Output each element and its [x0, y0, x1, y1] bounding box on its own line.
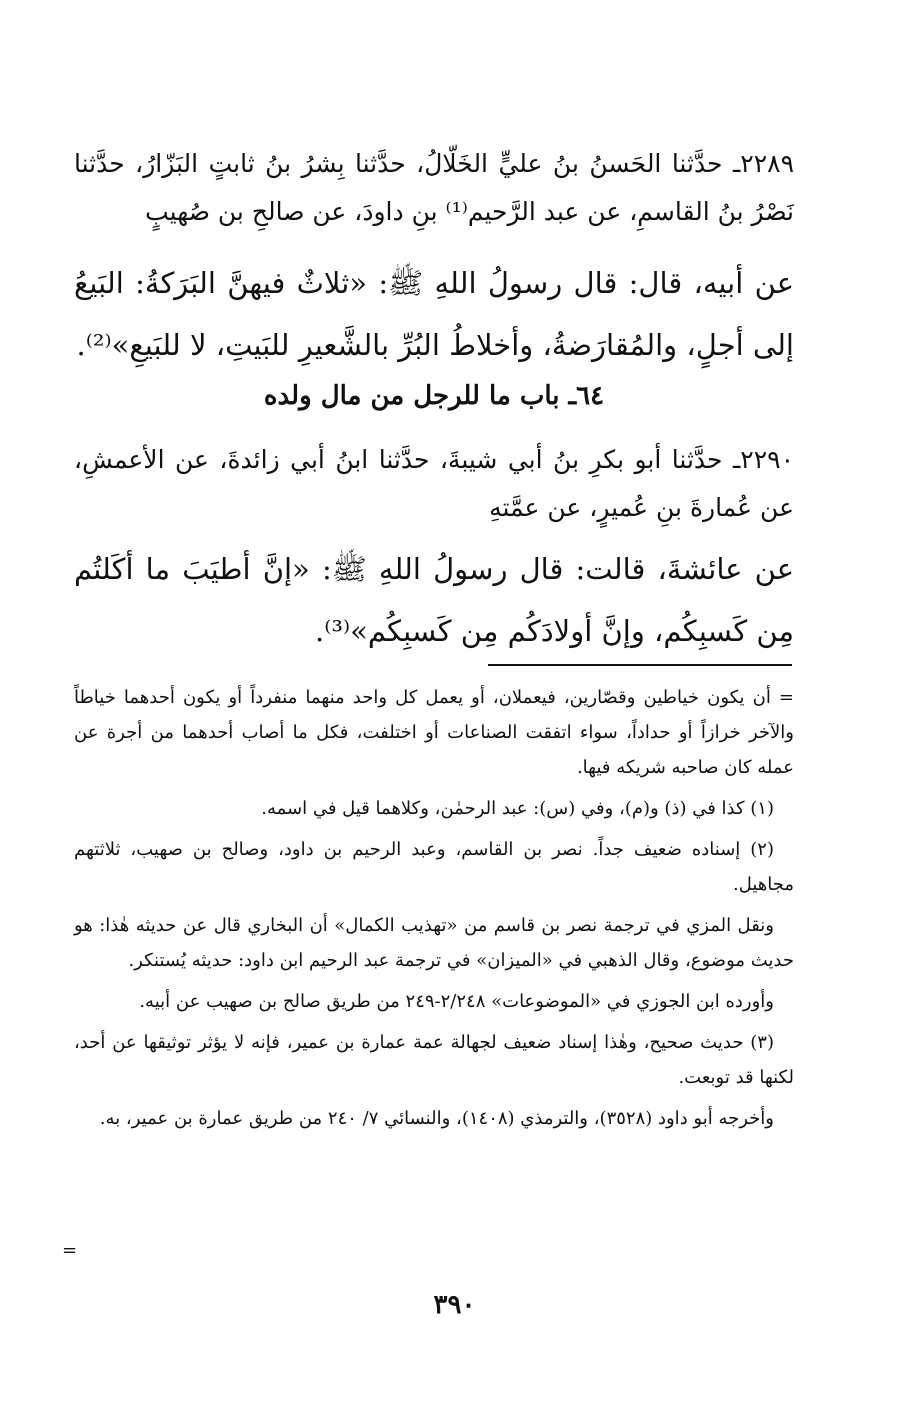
hadith-2289-matn-block [74, 252, 794, 376]
page-number: ٣٩٠ [433, 1290, 476, 1320]
chapter-heading: ٦٤ـ باب ما للرجل من مال ولده [263, 381, 605, 411]
chapter-heading-block [74, 376, 794, 416]
footnote-separator [488, 664, 792, 666]
footnote-2-source: وأورده ابن الجوزي في «الموضوعات» ٢/٢٤٨-٢٤٩ من طريق صالح بن صهيب عن أبيه. [139, 991, 774, 1012]
hadith-2290-isnad: ٢٢٩٠ـ حدَّثنا أبو بكرِ بنُ أبي شيبةَ، حدَّثنا ابنُ أبي زائدةَ، عن الأعمشِ، عن عُمارةَ بنِ عُميرٍ، عن عمَّتهِ [74, 445, 794, 522]
footnote-3: (٣) حديث صحيح، وهٰذا إسناد ضعيف لجهالة عمة عمارة بن عمير، فإنه لا يؤثر توثيقها عن أحد، لكنها قد توبعت. [74, 1032, 794, 1088]
footnotes [74, 680, 794, 1142]
hadith-2289-isnad: ٢٢٨٩ـ حدَّثنا الحَسنُ بنُ عليٍّ الخَلّالُ، حدَّثنا بِشرُ بنُ ثابتٍ البَزّارُ، حدَّثنا نَصْرُ بنُ القاسمِ، عن عبد الرَّحيم⁽¹⁾ بنِ داودَ، عن صالحِ بن صُهيبٍ [74, 149, 794, 226]
footnote-continuation: = أن يكون خياطين وقصّارين، فيعملان، أو يعمل كل واحد منهما منفرداً أو يكون أحدهما خياطاً والآخر خرازاً أو حداداً، سواء اتفقت الصناعات أو اختلفت، فكل ما أصاب أحدهما من أجرة عن عمله كان صاحبه شريكه فيها. [74, 687, 794, 778]
footnote-1: (١) كذا في (ذ) و(م)، وفي (س): عبد الرحمٰن، وكلاهما قيل في اسمه. [261, 798, 774, 819]
hadith-2290-matn-block [74, 538, 794, 662]
hadith-2289-matn: عن أبيه، قال: قال رسولُ اللهِ ﷺ: «ثلاثٌ فيهنَّ البَرَكةُ: البَيعُ إلى أجلٍ، والمُقارَضةُ، وأخلاطُ البُرِّ بالشَّعيرِ للبَيتِ، لا للبَيعِ»⁽²⁾. [74, 266, 794, 362]
continuation-mark: = [62, 1240, 78, 1261]
hadith-2290-matn: عن عائشةَ، قالت: قال رسولُ اللهِ ﷺ: «إنَّ أطيَبَ ما أكَلتُم مِن كَسبِكُم، وإنَّ أولادَكُم مِن كَسبِكُم»⁽³⁾. [74, 552, 794, 648]
footnote-2: (٢) إسناده ضعيف جداً. نصر بن القاسم، وعبد الرحيم بن داود، وصالح بن صهيب، ثلاثتهم مجاهيل. [74, 839, 794, 895]
footnote-2-continued: ونقل المزي في ترجمة نصر بن قاسم من «تهذيب الكمال» أن البخاري قال عن حديثه هٰذا: هو حديث موضوع، وقال الذهبي في «الميزان» في ترجمة عبد الرحيم ابن داود: حديثه يُستنكر. [74, 915, 794, 971]
hadith-2289 [74, 140, 794, 236]
hadith-2290 [74, 436, 794, 532]
footnote-3-source: وأخرجه أبو داود (٣٥٢٨)، والترمذي (١٤٠٨)، والنسائي ٧/ ٢٤٠ من طريق عمارة بن عمير، به. [99, 1108, 774, 1129]
